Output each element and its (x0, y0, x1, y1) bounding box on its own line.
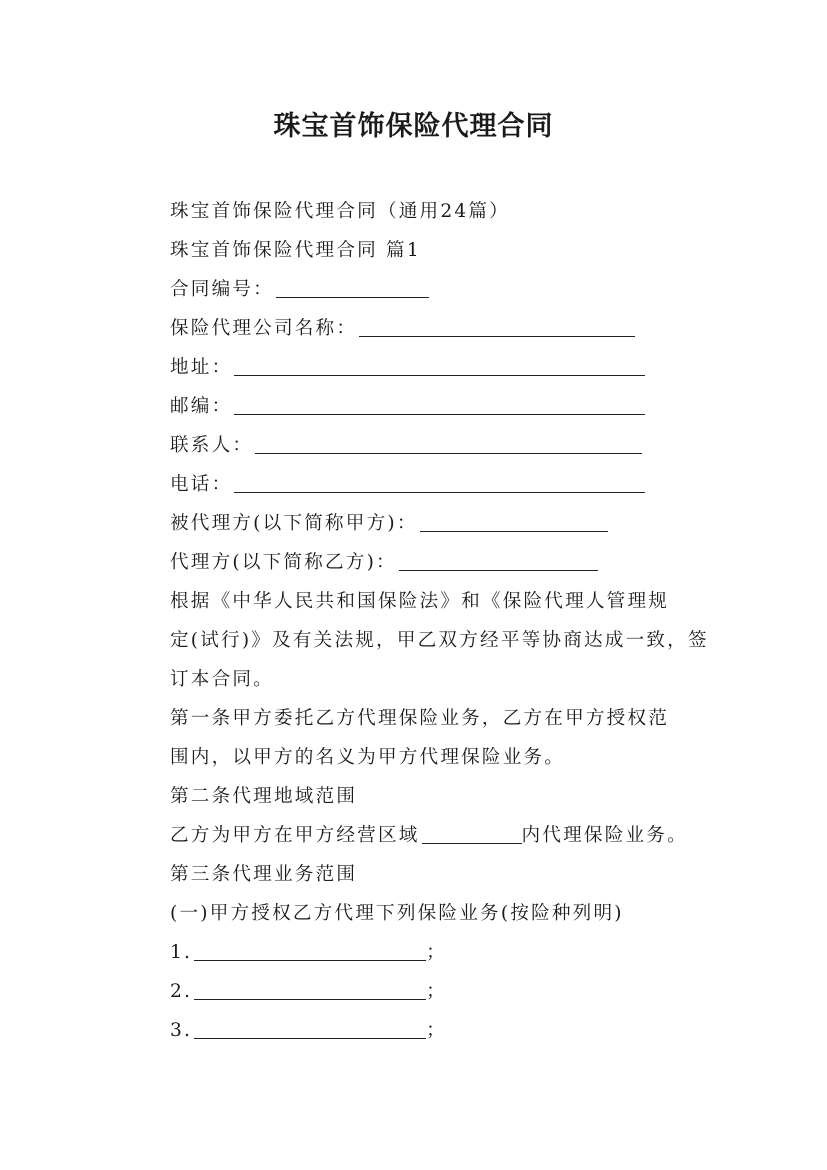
paragraph-basis-line-1: 根据《中华人民共和国保险法》和《保险代理人管理规 (170, 591, 670, 612)
list-item (170, 1017, 447, 1045)
article-2-text-start: 乙方为甲方在甲方经营区域 (170, 825, 420, 846)
list-item-number: 1. (170, 942, 193, 963)
phone-blank (234, 472, 645, 493)
article-3-heading: 第三条代理业务范围 (170, 864, 358, 885)
article-1-line-2: 围内，以甲方的名义为甲方代理保险业务。 (170, 747, 566, 768)
article-2-text (170, 822, 688, 850)
principal-blank (420, 511, 608, 532)
article-2-text-end: 内代理保险业务。 (521, 825, 688, 846)
contact-row (170, 432, 642, 460)
agency-name-blank (359, 316, 635, 337)
list-item-number: 2. (170, 981, 193, 1002)
contract-number-label: 合同编号： (170, 279, 274, 300)
article-1-line-1: 第一条甲方委托乙方代理保险业务，乙方在甲方授权范 (170, 708, 670, 729)
postcode-label: 邮编： (170, 396, 233, 417)
document-title: 珠宝首饰保险代理合同 (273, 111, 554, 142)
phone-label: 电话： (170, 474, 233, 495)
list-item (170, 978, 447, 1006)
list-item-blank (194, 940, 426, 961)
operating-region-blank (422, 823, 522, 844)
phone-row (170, 471, 645, 499)
agency-name-row (170, 315, 635, 343)
paragraph-basis-line-2: 定(试行)》及有关法规，甲乙双方经平等协商达成一致，签 (170, 630, 709, 651)
address-label: 地址： (170, 357, 233, 378)
contact-label: 联系人： (170, 435, 254, 456)
agent-label: 代理方(以下简称乙方)： (170, 552, 397, 573)
address-row (170, 354, 645, 382)
principal-label: 被代理方(以下简称甲方)： (170, 513, 418, 534)
contact-blank (255, 433, 642, 454)
agency-name-label: 保险代理公司名称： (170, 318, 358, 339)
agent-row (170, 549, 598, 577)
postcode-row (170, 393, 645, 421)
list-item-blank (194, 979, 426, 1000)
list-item (170, 939, 447, 967)
principal-row (170, 510, 608, 538)
subtitle-part-1: 珠宝首饰保险代理合同 篇1 (170, 240, 421, 261)
postcode-blank (234, 394, 645, 415)
list-item-blank (194, 1018, 426, 1039)
article-2-heading: 第二条代理地域范围 (170, 786, 358, 807)
address-blank (234, 355, 645, 376)
article-3-subclause: (一)甲方授权乙方代理下列保险业务(按险种列明) (170, 903, 624, 924)
paragraph-basis-line-3: 订本合同。 (170, 669, 274, 690)
list-item-semicolon: ； (426, 981, 447, 1002)
subtitle-collection: 珠宝首饰保险代理合同（通用24篇） (170, 201, 510, 222)
list-item-semicolon: ； (426, 942, 447, 963)
agent-blank (399, 550, 598, 571)
list-item-semicolon: ； (426, 1020, 447, 1041)
contract-number-blank (276, 277, 429, 298)
list-item-number: 3. (170, 1020, 193, 1041)
contract-number-row (170, 276, 429, 304)
